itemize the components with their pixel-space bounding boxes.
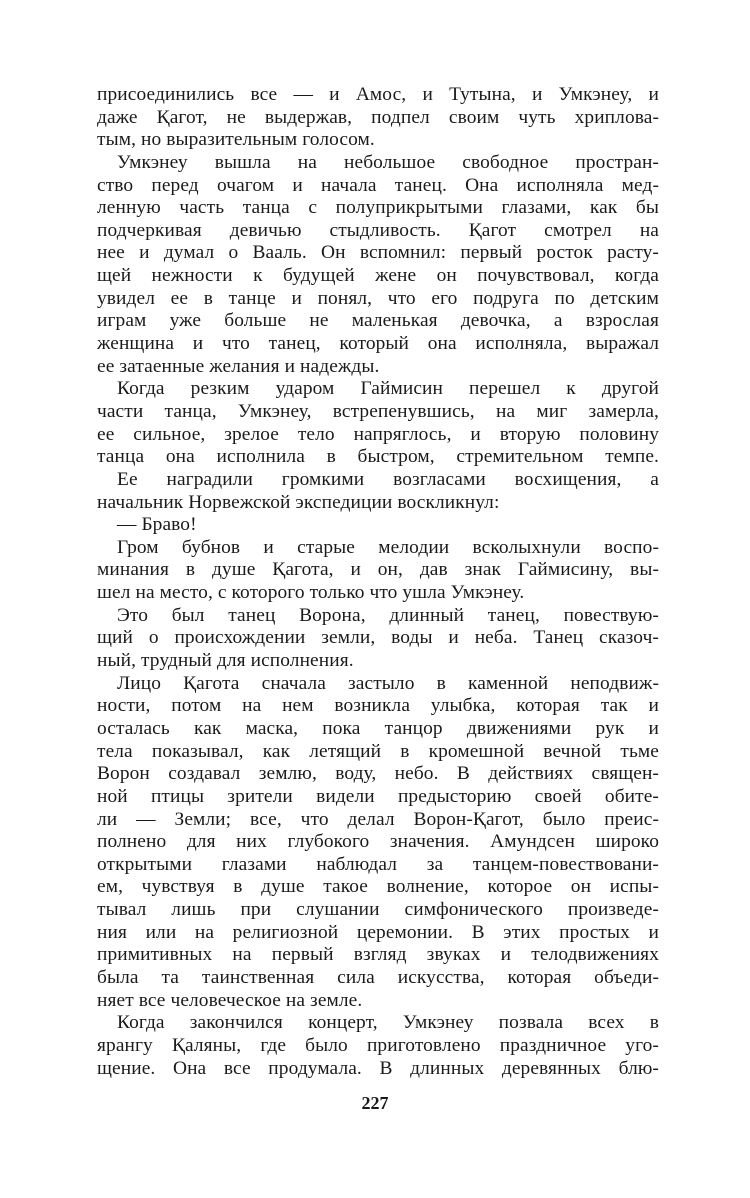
text-line: увидел ее в танце и понял, что его подруга по детским (97, 287, 659, 309)
text-line: Это был танец Ворона, длинный танец, повествую- (117, 604, 659, 626)
text-line: Умкэнеу вышла на небольшое свободное простран- (117, 151, 659, 173)
text-line: ем, чувствуя в душе такое волнение, которое он испы- (97, 876, 659, 898)
text-line: ли — Земли; все, что делал Ворон-Қагот, было преис- (97, 808, 659, 830)
text-line: присоединились все — и Амос, и Тутына, и Умкэнеу, и (97, 84, 659, 105)
text-line: полнено для них глубокого значения. Амундсен широко (97, 831, 659, 853)
text-line: щение. Она все продумала. В длинных деревянных блю- (97, 1057, 659, 1079)
text-line: ярангу Қаляны, где было приготовлено праздничное уго- (97, 1034, 659, 1056)
text-line: ее затаенные желания и надежды. (97, 355, 380, 377)
text-line: ной птицы зрители видели предысторию своей обите- (97, 785, 659, 807)
text-line: начальник Норвежской экспедиции воскликнул: (97, 491, 500, 513)
text-line: тела показывал, как летящий в кромешной вечной тьме (97, 740, 659, 762)
text-line: ный, трудный для исполнения. (97, 650, 354, 672)
text-line: играм уже больше не маленькая девочка, а взрослая (97, 310, 659, 332)
text-line: минания в душе Қагота, и он, дав знак Гаймисину, вы- (97, 559, 659, 581)
text-line: примитивных на первый взгляд звуках и телодвижениях (97, 944, 659, 966)
text-line: Гром бубнов и старые мелодии всколыхнули воспо- (117, 536, 659, 558)
text-line: тывал лишь при слушании симфонического произведе- (97, 899, 659, 921)
text-line: открытыми глазами наблюдал за танцем-повествовани- (97, 853, 659, 875)
text-line: няет все человеческое на земле. (97, 989, 363, 1011)
text-line: шел на место, с которого только что ушла Умкэнеу. (97, 582, 525, 604)
text-line: женщина и что танец, который она исполняла, выражал (97, 333, 659, 355)
text-line: была та таинственная сила искусства, которая объеди- (97, 966, 659, 988)
text-line: даже Қагот, не выдержав, подпел своим чуть хриплова- (97, 106, 659, 128)
text-line: ее сильное, зрелое тело напряглось, и вторую половину (97, 423, 659, 445)
text-line: ности, потом на нем возникла улыбка, которая так и (97, 695, 659, 717)
text-line: ния или на религиозной церемонии. В этих простых и (97, 921, 659, 943)
text-line: — Браво! (117, 514, 197, 536)
text-line: Ворон создавал землю, воду, небо. В действиях священ- (97, 763, 659, 785)
text-line: тым, но выразительным голосом. (97, 129, 375, 151)
text-line: ленную часть танца с полуприкрытыми глазами, как бы (97, 197, 659, 219)
text-line: Когда резким ударом Гаймисин перешел к другой (117, 378, 659, 400)
text-line: Когда закончился концерт, Умкэнеу позвала всех в (117, 1012, 659, 1034)
text-line: части танца, Умкэнеу, встрепенувшись, на миг замерла, (97, 400, 659, 422)
text-line: Ее наградили громкими возгласами восхищения, а (117, 468, 659, 490)
text-line: нее и думал о Вааль. Он вспомнил: первый росток расту- (97, 242, 659, 264)
text-line: Лицо Қагота сначала застыло в каменной неподвиж- (117, 672, 659, 694)
page-number: 227 (361, 1093, 389, 1113)
text-line: щей нежности к будущей жене он почувствовал, когда (97, 265, 659, 287)
text-line: щий о происхождении земли, воды и неба. Танец сказоч- (97, 627, 659, 649)
text-line: осталась как маска, пока танцор движениями рук и (97, 717, 659, 739)
page-body (97, 84, 659, 1080)
text-line: подчеркивая девичью стыдливость. Қагот смотрел на (97, 219, 659, 241)
text-line: ство перед очагом и начала танец. Она исполняла мед- (97, 174, 659, 196)
text-line: танца она исполнила в быстром, стремительном темпе. (97, 446, 659, 468)
